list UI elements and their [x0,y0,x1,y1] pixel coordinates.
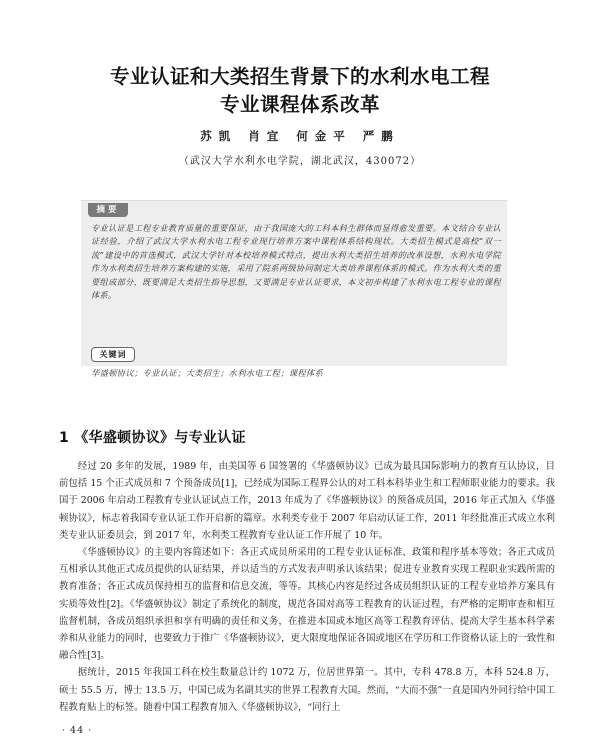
paper-title [0,63,600,119]
authors: 苏凯 肖宜 何金平 严鹏 [200,129,400,143]
paragraph-2: 《华盛顿协议》的主要内容简述如下：各正式成员所采用的工程专业认证标准、政策和程序基本等效；各正式成员互相承认其他正式成员提供的认证结果，并以适当的方式发表声明承认该结果；促进专业教育实现工程职业实践所需的教育准备；各正式成员保持相互的监督和信息交流，等等。其核心内容是经过各成员组织认证的工程专业培养方案具有实质等效性[2]。《华盛顿协议》制定了系统化的制度，规范各国对高等工程教育的认证过程，有严格的定期审查和相互监督机制，各成员组织承担和享有明确的责任和义务，在推进本国或本地区高等工程教育评估、提高大学生基本科学素养和从业能力的同时，也要致力于推广《华盛顿协议》，更大限度地保证各国或地区在学历和工作资格认证上的一致性和融合性[3]。 [59,547,555,662]
body-text [59,458,555,716]
page-number: · 44 · [62,725,93,736]
title-line-2: 专业课程体系改革 [219,93,380,116]
abstract-label: 摘要 [88,203,128,217]
keywords-text: 华盛顿协议；专业认证；大类招生；水利水电工程；课程体系 [91,368,324,378]
section-heading: 1 《华盛顿协议》与专业认证 [59,430,246,446]
affiliation: （武汉大学水利水电学院，湖北武汉，430072） [178,156,422,167]
title-line-1: 专业认证和大类招生背景下的水利水电工程 [109,65,490,88]
abstract-text: 专业认证是工程专业教育质量的重要保证，由于我国庞大的工科本科生群体而显得愈发重要。本文结合专业认证经验，介绍了武汉大学水利水电工程专业现行培养方案中课程体系结构现状。大类招生模式是高校“双一流”建设中的首选模式，武汉大学针对本校培养模式特点，提出水利大类招生培养的改革设想，水利水电学院作为水利类招生培养方案构建的实施，采用了院系两级协同制定大类培养课程体系的模式。作为水利大类的重要组成部分，既要满足大类招生指导思想，又要满足专业认证要求，本文初步构建了水利水电工程专业的课程体系。 [91,223,501,301]
paragraph-1: 经过 20 多年的发展，1989 年，由美国等 6 国签署的《华盛顿协议》已成为最具国际影响力的教育互认协议，目前包括 15 个正式成员和 7 个预备成员[1]，已经成为国际工程界公认的对工科本科毕业生和工程师职业能力的要求。我国于 2006 年启动工程教育专业认证试点工作，2013 年成为了《华盛顿协议》的预备成员国，2016 年正式加入《华盛顿协议》，标志着我国专业认证工作开启新的篇章。水利类专业于 2007 年启动认证工作，2011 年经批准正式成立水利类专业认证委员会，到 2017 年，水利类工程教育专业认证工作开展了 10 年。 [59,461,556,541]
keywords-label: 关键词 [91,347,135,362]
paragraph-3: 据统计，2015 年我国工科在校生数量总计约 1072 万，位居世界第一。其中，专科 478.8 万，本科 524.8 万，硕士 55.5 万，博士 13.5 万，中国已成为名副其实的世界工程教育大国。然而，“大而不强”一直是国内外同行给中国工程教育贴上的标签。随着中国工程教育加入《华盛顿协议》，“同行上 [59,667,555,713]
